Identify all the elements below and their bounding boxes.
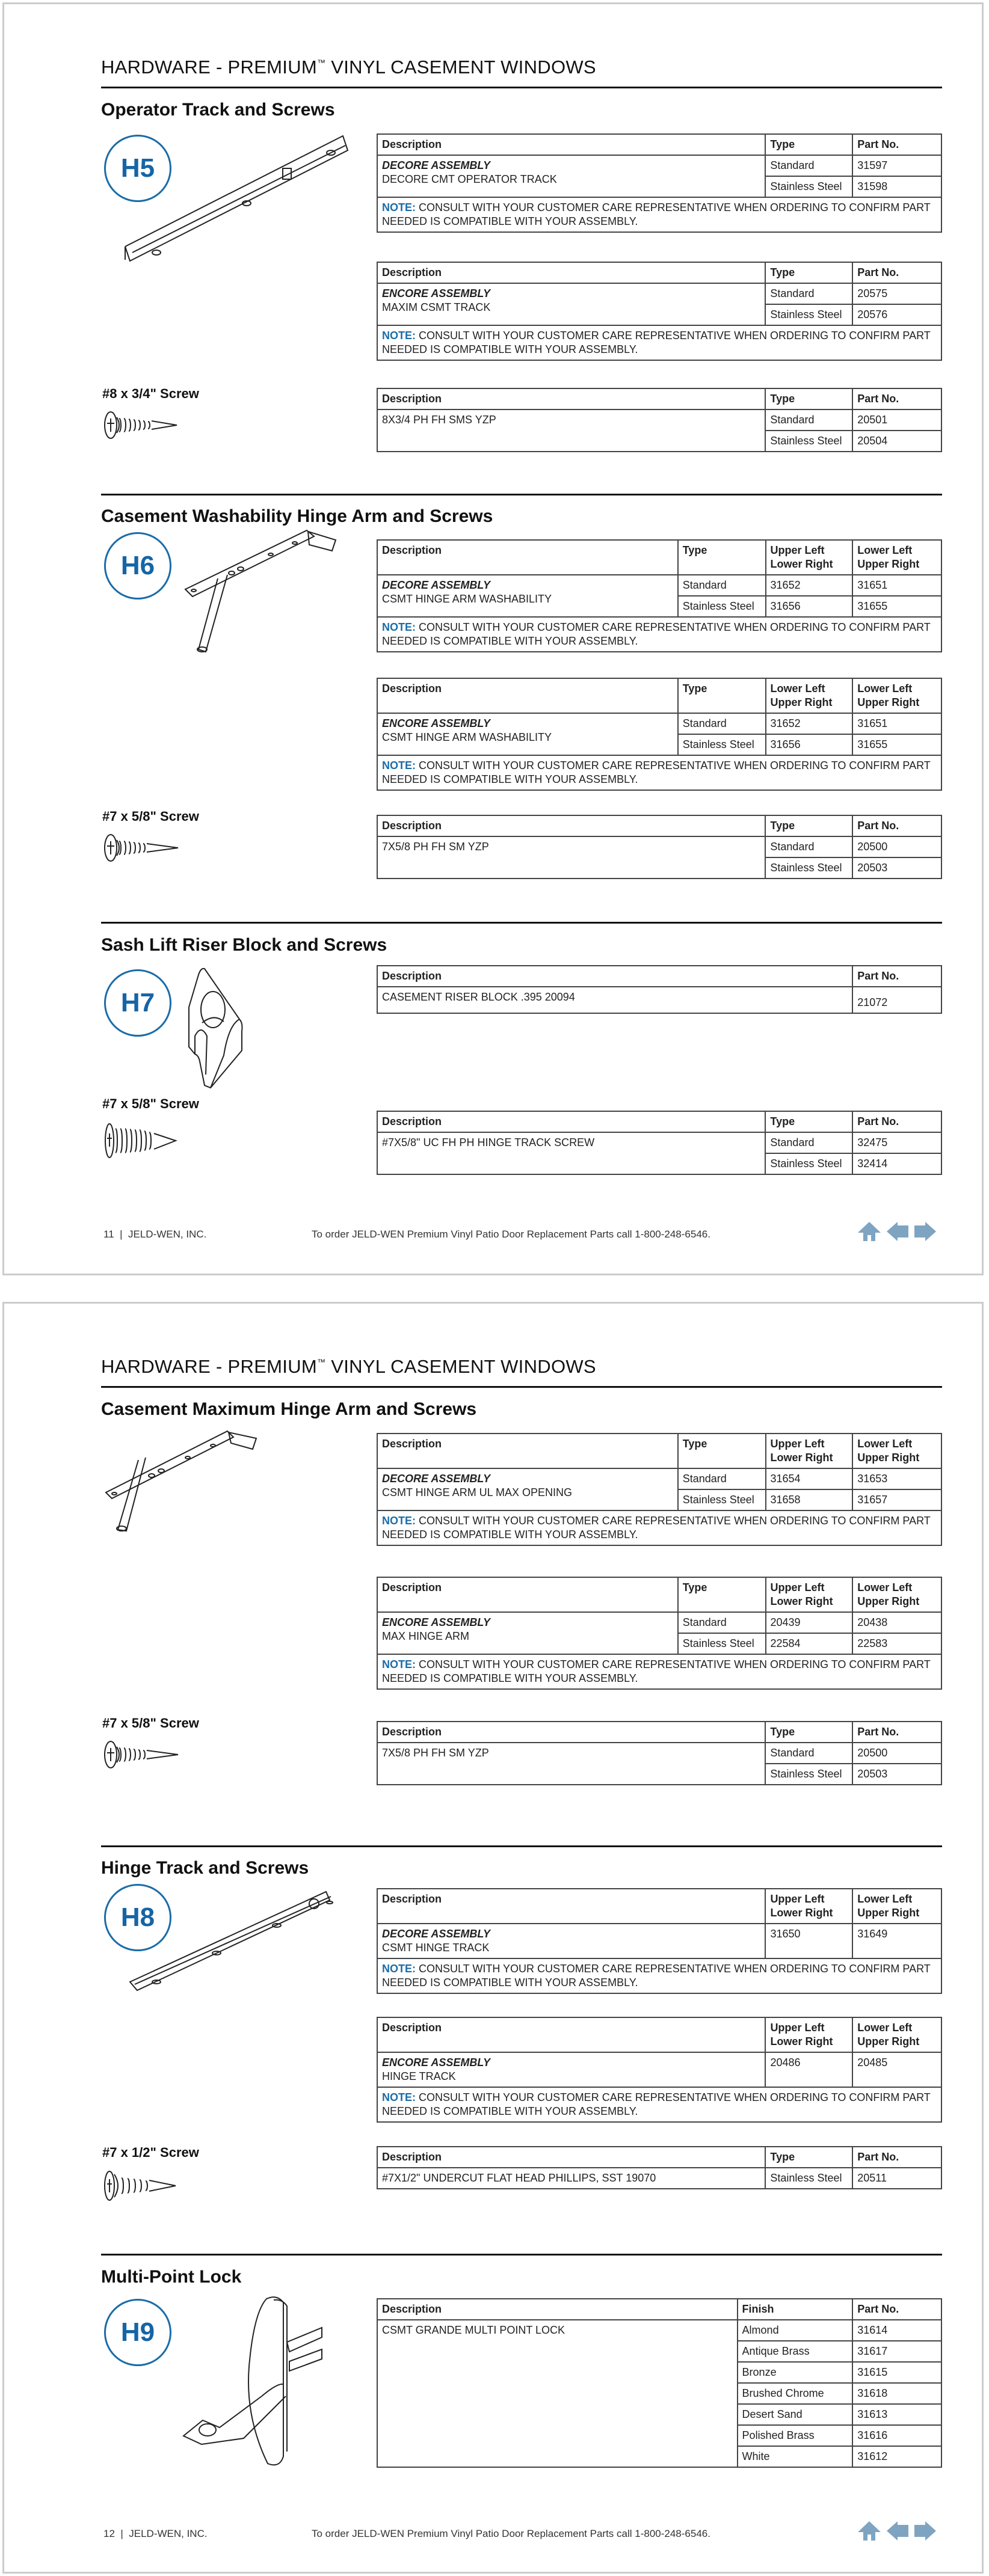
part-number-cell: 31618 bbox=[852, 2383, 941, 2404]
assembly-name: DECORE ASSEMBLY bbox=[382, 159, 491, 171]
description-cell bbox=[377, 2052, 765, 2087]
col-header-type: Type bbox=[678, 540, 766, 575]
part-number-cell: 31658 bbox=[766, 1489, 853, 1510]
part-number-cell: 31650 bbox=[765, 1924, 852, 1958]
company-name: JELD-WEN, INC. bbox=[128, 1228, 207, 1240]
note-text: CONSULT WITH YOUR CUSTOMER CARE REPRESENTATIVE WHEN ORDERING TO CONFIRM PART NEEDED IS COMPATIBLE WITH YOUR ASSEMBLY. bbox=[382, 1658, 931, 1684]
page-number: 11 bbox=[103, 1228, 114, 1240]
finish-cell: Almond bbox=[738, 2320, 853, 2341]
part-description: #7X5/8" UC FH PH HINGE TRACK SCREW bbox=[377, 1132, 765, 1174]
max-hinge-arm-illustration bbox=[103, 1407, 260, 1533]
col-header-description: Description bbox=[377, 2147, 765, 2168]
multi-point-lock-illustration bbox=[171, 2294, 340, 2474]
finish-cell: Brushed Chrome bbox=[738, 2383, 853, 2404]
type-cell: Stainless Steel bbox=[765, 304, 852, 325]
page-title-text: HARDWARE - PREMIUM bbox=[101, 57, 318, 78]
arrow-left-icon[interactable] bbox=[886, 1221, 910, 1242]
header-line: Upper Left bbox=[770, 1893, 825, 1905]
col-header-type: Type bbox=[765, 1111, 852, 1132]
part-number-cell: 20486 bbox=[765, 2052, 852, 2087]
riser-block-illustration bbox=[186, 965, 265, 1091]
table-row bbox=[377, 1612, 941, 1633]
part-number-cell: 20576 bbox=[852, 304, 941, 325]
col-header-finish: Finish bbox=[738, 2299, 853, 2320]
note-label: NOTE: bbox=[382, 201, 416, 213]
col-header-description: Description bbox=[377, 1111, 765, 1132]
part-number-cell: 20438 bbox=[852, 1612, 941, 1633]
compatibility-note bbox=[377, 1510, 941, 1545]
parts-table-undercut-screw bbox=[377, 2146, 942, 2189]
part-number-cell: 31615 bbox=[852, 2362, 941, 2383]
description-cell bbox=[377, 713, 678, 755]
type-cell: Standard bbox=[765, 409, 852, 431]
table-row bbox=[377, 2052, 941, 2087]
parts-table-screw-7x5-8 bbox=[377, 815, 942, 879]
col-header-description: Description bbox=[377, 1889, 765, 1924]
table-row bbox=[377, 987, 941, 1013]
part-number-cell: 20511 bbox=[852, 2168, 941, 2189]
part-badge-h9: H9 bbox=[104, 2299, 171, 2366]
type-cell: Standard bbox=[765, 836, 852, 857]
table-row bbox=[377, 2320, 941, 2341]
header-line: Lower Left bbox=[857, 1581, 913, 1593]
part-description: 8X3/4 PH FH SMS YZP bbox=[377, 409, 765, 452]
col-header-type: Type bbox=[678, 1577, 766, 1612]
part-number-cell: 22583 bbox=[852, 1633, 941, 1654]
section-heading-maximum-hinge-arm: Casement Maximum Hinge Arm and Screws bbox=[101, 1399, 477, 1419]
part-number-cell: 20503 bbox=[852, 1764, 941, 1785]
page-title bbox=[101, 1356, 596, 1378]
description-cell bbox=[377, 1468, 678, 1510]
part-description: CSMT HINGE ARM WASHABILITY bbox=[382, 731, 552, 743]
part-badge-h8: H8 bbox=[104, 1884, 171, 1951]
parts-table-decore-hinge-track bbox=[377, 1888, 942, 1994]
table-row bbox=[377, 283, 941, 304]
table-row bbox=[377, 575, 941, 596]
part-badge-h7: H7 bbox=[104, 969, 171, 1037]
part-number-cell: 31652 bbox=[766, 713, 853, 734]
parts-table-decore-hinge-arm-washability bbox=[377, 539, 942, 652]
header-line: Upper Right bbox=[857, 558, 920, 570]
header-line: Upper Right bbox=[857, 2035, 920, 2047]
table-row bbox=[377, 1132, 941, 1153]
part-number-cell: 31613 bbox=[852, 2404, 941, 2425]
part-description: HINGE TRACK bbox=[382, 2070, 456, 2082]
home-icon[interactable] bbox=[857, 1221, 882, 1242]
col-header-ul-lr bbox=[766, 1577, 853, 1612]
part-number-cell: 20504 bbox=[852, 431, 941, 452]
header-line: Lower Left bbox=[857, 682, 913, 695]
note-text: CONSULT WITH YOUR CUSTOMER CARE REPRESENTATIVE WHEN ORDERING TO CONFIRM PART NEEDED IS COMPATIBLE WITH YOUR ASSEMBLY. bbox=[382, 1963, 931, 1989]
note-label: NOTE: bbox=[382, 621, 416, 633]
part-badge-h6: H6 bbox=[104, 532, 171, 600]
part-number-cell: 22584 bbox=[766, 1633, 853, 1654]
compatibility-note bbox=[377, 197, 941, 232]
col-header-ul-lr bbox=[766, 540, 853, 575]
screw-label-7x1-2: #7 x 1/2" Screw bbox=[102, 2145, 199, 2160]
order-phone-text: To order JELD-WEN Premium Vinyl Patio Door Replacement Parts call 1-800-248-6546. bbox=[312, 2528, 710, 2539]
screw-label-7x5-8: #7 x 5/8" Screw bbox=[102, 809, 199, 824]
assembly-name: DECORE ASSEMBLY bbox=[382, 579, 491, 591]
screw-label-7x5-8: #7 x 5/8" Screw bbox=[102, 1096, 199, 1111]
parts-table-screw-7x5-8 bbox=[377, 1721, 942, 1785]
compatibility-note bbox=[377, 617, 941, 652]
col-header-ll-ur bbox=[852, 1577, 941, 1612]
part-number-cell: 31617 bbox=[852, 2341, 941, 2362]
parts-table-riser-block bbox=[377, 965, 942, 1014]
page-number: 12 bbox=[103, 2528, 115, 2539]
col-header-description: Description bbox=[377, 134, 765, 155]
type-cell: Stainless Steel bbox=[765, 1153, 852, 1174]
page-navigation bbox=[857, 2520, 937, 2542]
part-number-cell: 31649 bbox=[852, 1924, 941, 1958]
finish-cell: Desert Sand bbox=[738, 2404, 853, 2425]
part-number-cell: 20575 bbox=[852, 283, 941, 304]
section-heading-multi-point-lock: Multi-Point Lock bbox=[101, 2267, 242, 2287]
col-header-part-no: Part No. bbox=[852, 2147, 941, 2168]
note-text: CONSULT WITH YOUR CUSTOMER CARE REPRESENTATIVE WHEN ORDERING TO CONFIRM PART NEEDED IS COMPATIBLE WITH YOUR ASSEMBLY. bbox=[382, 201, 931, 227]
header-line: Upper Left bbox=[770, 1438, 825, 1450]
screw-icon bbox=[103, 1740, 182, 1770]
section-divider bbox=[101, 494, 942, 495]
page-title-rest: VINYL CASEMENT WINDOWS bbox=[325, 1356, 596, 1377]
parts-table-encore-hinge-track bbox=[377, 2017, 942, 2123]
description-cell bbox=[377, 283, 765, 325]
part-number-cell: 20500 bbox=[852, 836, 941, 857]
part-number-cell: 31651 bbox=[852, 575, 941, 596]
footer-separator: | bbox=[120, 2528, 123, 2539]
arrow-right-icon[interactable] bbox=[913, 2520, 937, 2542]
description-cell bbox=[377, 1924, 765, 1958]
col-header-type: Type bbox=[765, 262, 852, 283]
col-header-description: Description bbox=[377, 262, 765, 283]
type-cell: Standard bbox=[678, 575, 766, 596]
type-cell: Standard bbox=[678, 713, 766, 734]
part-number-cell: 31616 bbox=[852, 2425, 941, 2446]
table-row bbox=[377, 409, 941, 431]
header-line: Lower Left bbox=[857, 2022, 913, 2034]
assembly-name: ENCORE ASSEMBLY bbox=[382, 717, 491, 729]
col-header-ll-ur bbox=[852, 1434, 941, 1468]
screw-icon bbox=[103, 410, 182, 440]
table-row bbox=[377, 836, 941, 857]
type-cell: Stainless Steel bbox=[765, 431, 852, 452]
col-header-description: Description bbox=[377, 2017, 765, 2052]
header-line: Lower Right bbox=[770, 558, 833, 570]
finish-cell: Bronze bbox=[738, 2362, 853, 2383]
col-header-part-no: Part No. bbox=[852, 134, 941, 155]
arrow-left-icon[interactable] bbox=[886, 2520, 910, 2542]
header-line: Lower Right bbox=[770, 1595, 833, 1607]
note-label: NOTE: bbox=[382, 1963, 416, 1975]
parts-table-encore-max-hinge-arm bbox=[377, 1577, 942, 1690]
type-cell: Stainless Steel bbox=[765, 857, 852, 879]
header-line: Upper Right bbox=[857, 1595, 920, 1607]
part-number-cell: 31651 bbox=[852, 713, 941, 734]
note-text: CONSULT WITH YOUR CUSTOMER CARE REPRESENTATIVE WHEN ORDERING TO CONFIRM PART NEEDED IS COMPATIBLE WITH YOUR ASSEMBLY. bbox=[382, 1515, 931, 1541]
part-number-cell: 20485 bbox=[852, 2052, 941, 2087]
description-cell bbox=[377, 575, 678, 617]
order-phone-text: To order JELD-WEN Premium Vinyl Patio Door Replacement Parts call 1-800-248-6546. bbox=[312, 1228, 710, 1240]
assembly-name: ENCORE ASSEMBLY bbox=[382, 1616, 491, 1628]
table-row bbox=[377, 1468, 941, 1489]
compatibility-note bbox=[377, 1654, 941, 1689]
part-number-cell: 31612 bbox=[852, 2446, 941, 2467]
part-number-cell: 31614 bbox=[852, 2320, 941, 2341]
part-description: CSMT HINGE TRACK bbox=[382, 1942, 490, 1954]
title-divider bbox=[101, 1386, 942, 1388]
screw-icon bbox=[103, 833, 182, 863]
hinge-track-illustration bbox=[126, 1888, 349, 1996]
page-footer bbox=[103, 1228, 206, 1240]
type-cell: Stainless Steel bbox=[765, 1764, 852, 1785]
header-line: Upper Right bbox=[857, 1452, 920, 1464]
col-header-ll-ur bbox=[766, 678, 853, 713]
page-title-rest: VINYL CASEMENT WINDOWS bbox=[325, 57, 596, 78]
assembly-name: ENCORE ASSEMBLY bbox=[382, 287, 491, 299]
screw-icon bbox=[103, 2170, 182, 2203]
col-header-description: Description bbox=[377, 2299, 738, 2320]
table-row bbox=[377, 2168, 941, 2189]
col-header-description: Description bbox=[377, 815, 765, 836]
part-number-cell: 31597 bbox=[852, 155, 941, 176]
col-header-part-no: Part No. bbox=[852, 262, 941, 283]
header-line: Lower Right bbox=[770, 1452, 833, 1464]
description-cell bbox=[377, 155, 765, 197]
part-description: MAXIM CSMT TRACK bbox=[382, 301, 491, 313]
trademark-symbol: ™ bbox=[317, 58, 326, 67]
part-number-cell: 21072 bbox=[852, 987, 941, 1013]
part-badge-h5: H5 bbox=[104, 135, 171, 202]
compatibility-note bbox=[377, 1958, 941, 1993]
part-number-cell: 31656 bbox=[766, 734, 853, 755]
col-header-part-no: Part No. bbox=[852, 1722, 941, 1743]
type-cell: Stainless Steel bbox=[765, 176, 852, 197]
parts-table-decore-operator-track bbox=[377, 133, 942, 233]
col-header-type: Type bbox=[765, 815, 852, 836]
type-cell: Stainless Steel bbox=[678, 596, 766, 617]
type-cell: Standard bbox=[765, 155, 852, 176]
col-header-description: Description bbox=[377, 388, 765, 409]
type-cell: Standard bbox=[765, 1743, 852, 1764]
screw-icon bbox=[103, 1121, 182, 1161]
col-header-description: Description bbox=[377, 966, 852, 987]
type-cell: Standard bbox=[678, 1612, 766, 1633]
page-title bbox=[101, 57, 596, 78]
part-number-cell: 31598 bbox=[852, 176, 941, 197]
header-line: Upper Left bbox=[770, 1581, 825, 1593]
company-name: JELD-WEN, INC. bbox=[129, 2528, 208, 2539]
note-label: NOTE: bbox=[382, 2091, 416, 2103]
col-header-type: Type bbox=[765, 388, 852, 409]
type-cell: Stainless Steel bbox=[678, 1489, 766, 1510]
part-description: DECORE CMT OPERATOR TRACK bbox=[382, 173, 557, 185]
note-label: NOTE: bbox=[382, 1515, 416, 1527]
part-description: 7X5/8 PH FH SM YZP bbox=[377, 836, 765, 879]
part-number-cell: 20501 bbox=[852, 409, 941, 431]
section-divider bbox=[101, 1845, 942, 1847]
header-line: Lower Right bbox=[770, 1907, 833, 1919]
col-header-type: Type bbox=[765, 2147, 852, 2168]
section-heading-hinge-track: Hinge Track and Screws bbox=[101, 1858, 309, 1878]
arrow-right-icon[interactable] bbox=[913, 1221, 937, 1242]
col-header-description: Description bbox=[377, 540, 678, 575]
col-header-type: Type bbox=[765, 1722, 852, 1743]
header-line: Lower Left bbox=[857, 1893, 913, 1905]
header-line: Upper Right bbox=[857, 1907, 920, 1919]
header-line: Lower Left bbox=[770, 682, 825, 695]
part-number-cell: 31655 bbox=[852, 734, 941, 755]
col-header-type: Type bbox=[765, 134, 852, 155]
description-cell bbox=[377, 1612, 678, 1654]
finish-cell: White bbox=[738, 2446, 853, 2467]
col-header-ll-ur bbox=[852, 540, 941, 575]
type-cell: Standard bbox=[765, 283, 852, 304]
col-header-type: Type bbox=[678, 678, 766, 713]
section-heading-riser-block: Sash Lift Riser Block and Screws bbox=[101, 935, 387, 955]
assembly-name: ENCORE ASSEMBLY bbox=[382, 2056, 491, 2068]
page-title-text: HARDWARE - PREMIUM bbox=[101, 1356, 318, 1377]
part-number-cell: 31654 bbox=[766, 1468, 853, 1489]
note-text: CONSULT WITH YOUR CUSTOMER CARE REPRESENTATIVE WHEN ORDERING TO CONFIRM PART NEEDED IS COMPATIBLE WITH YOUR ASSEMBLY. bbox=[382, 621, 931, 647]
finish-cell: Polished Brass bbox=[738, 2425, 853, 2446]
part-description: CSMT HINGE ARM UL MAX OPENING bbox=[382, 1486, 573, 1498]
page-navigation bbox=[857, 1221, 937, 1242]
compatibility-note bbox=[377, 325, 941, 360]
title-divider bbox=[101, 87, 942, 88]
col-header-part-no: Part No. bbox=[852, 966, 941, 987]
operator-track-illustration bbox=[114, 132, 355, 271]
part-description: 7X5/8 PH FH SM YZP bbox=[377, 1743, 765, 1785]
col-header-ll-ur bbox=[852, 2017, 941, 2052]
col-header-ul-lr bbox=[765, 2017, 852, 2052]
part-description: MAX HINGE ARM bbox=[382, 1630, 470, 1642]
parts-table-screw-8x3-4 bbox=[377, 388, 942, 452]
col-header-ul-lr bbox=[765, 1889, 852, 1924]
note-text: CONSULT WITH YOUR CUSTOMER CARE REPRESENTATIVE WHEN ORDERING TO CONFIRM PART NEEDED IS COMPATIBLE WITH YOUR ASSEMBLY. bbox=[382, 759, 931, 785]
col-header-part-no: Part No. bbox=[852, 388, 941, 409]
part-number-cell: 20503 bbox=[852, 857, 941, 879]
section-divider bbox=[101, 2254, 942, 2256]
col-header-ll-ur bbox=[852, 678, 941, 713]
part-number-cell: 31657 bbox=[852, 1489, 941, 1510]
col-header-description: Description bbox=[377, 1722, 765, 1743]
footer-separator: | bbox=[120, 1228, 123, 1240]
section-heading-operator-track: Operator Track and Screws bbox=[101, 100, 335, 120]
col-header-ll-ur bbox=[852, 1889, 941, 1924]
parts-table-multi-point-lock bbox=[377, 2298, 942, 2468]
col-header-description: Description bbox=[377, 1434, 678, 1468]
note-label: NOTE: bbox=[382, 759, 416, 771]
col-header-description: Description bbox=[377, 678, 678, 713]
parts-table-decore-max-hinge-arm bbox=[377, 1433, 942, 1546]
home-icon[interactable] bbox=[857, 2520, 882, 2542]
header-line: Upper Left bbox=[770, 544, 825, 556]
header-line: Lower Left bbox=[857, 544, 913, 556]
part-description: CSMT HINGE ARM WASHABILITY bbox=[382, 593, 552, 605]
parts-table-encore-hinge-arm-washability bbox=[377, 678, 942, 791]
part-number-cell: 31655 bbox=[852, 596, 941, 617]
assembly-name: DECORE ASSEMBLY bbox=[382, 1473, 491, 1485]
header-line: Upper Right bbox=[770, 696, 833, 708]
part-number-cell: 20439 bbox=[766, 1612, 853, 1633]
part-number-cell: 20500 bbox=[852, 1743, 941, 1764]
screw-label-7x5-8: #7 x 5/8" Screw bbox=[102, 1716, 199, 1731]
hinge-arm-illustration bbox=[180, 529, 349, 661]
section-divider bbox=[101, 922, 942, 924]
type-cell: Standard bbox=[765, 1132, 852, 1153]
header-line: Upper Left bbox=[770, 2022, 825, 2034]
screw-label-8x3-4: #8 x 3/4" Screw bbox=[102, 386, 199, 401]
compatibility-note bbox=[377, 755, 941, 790]
part-description: CASEMENT RISER BLOCK .395 20094 bbox=[377, 987, 852, 1013]
section-heading-washability-hinge: Casement Washability Hinge Arm and Screws bbox=[101, 506, 493, 526]
table-row bbox=[377, 155, 941, 176]
parts-table-encore-maxim-track bbox=[377, 262, 942, 361]
part-number-cell: 31656 bbox=[766, 596, 853, 617]
header-line: Lower Left bbox=[857, 1438, 913, 1450]
note-text: CONSULT WITH YOUR CUSTOMER CARE REPRESENTATIVE WHEN ORDERING TO CONFIRM PART NEEDED IS COMPATIBLE WITH YOUR ASSEMBLY. bbox=[382, 330, 931, 355]
part-number-cell: 31652 bbox=[766, 575, 853, 596]
finish-cell: Antique Brass bbox=[738, 2341, 853, 2362]
trademark-symbol: ™ bbox=[317, 1357, 326, 1367]
part-number-cell: 32414 bbox=[852, 1153, 941, 1174]
part-description: CSMT GRANDE MULTI POINT LOCK bbox=[377, 2320, 738, 2467]
type-cell: Standard bbox=[678, 1468, 766, 1489]
table-row bbox=[377, 1924, 941, 1958]
header-line: Upper Right bbox=[857, 696, 920, 708]
note-label: NOTE: bbox=[382, 1658, 416, 1670]
col-header-description: Description bbox=[377, 1577, 678, 1612]
part-description: #7X1/2" UNDERCUT FLAT HEAD PHILLIPS, SST 19070 bbox=[377, 2168, 765, 2189]
type-cell: Stainless Steel bbox=[678, 734, 766, 755]
table-row bbox=[377, 1743, 941, 1764]
part-number-cell: 32475 bbox=[852, 1132, 941, 1153]
note-label: NOTE: bbox=[382, 330, 416, 342]
col-header-type: Type bbox=[678, 1434, 766, 1468]
type-cell: Stainless Steel bbox=[678, 1633, 766, 1654]
type-cell: Stainless Steel bbox=[765, 2168, 852, 2189]
page-footer bbox=[103, 2528, 208, 2540]
assembly-name: DECORE ASSEMBLY bbox=[382, 1928, 491, 1940]
compatibility-note bbox=[377, 2087, 941, 2122]
parts-table-hinge-track-screw bbox=[377, 1111, 942, 1175]
col-header-ul-lr bbox=[766, 1434, 853, 1468]
col-header-part-no: Part No. bbox=[852, 2299, 941, 2320]
header-line: Lower Right bbox=[770, 2035, 833, 2047]
col-header-part-no: Part No. bbox=[852, 1111, 941, 1132]
part-number-cell: 31653 bbox=[852, 1468, 941, 1489]
note-text: CONSULT WITH YOUR CUSTOMER CARE REPRESENTATIVE WHEN ORDERING TO CONFIRM PART NEEDED IS COMPATIBLE WITH YOUR ASSEMBLY. bbox=[382, 2091, 931, 2117]
table-row bbox=[377, 713, 941, 734]
col-header-part-no: Part No. bbox=[852, 815, 941, 836]
